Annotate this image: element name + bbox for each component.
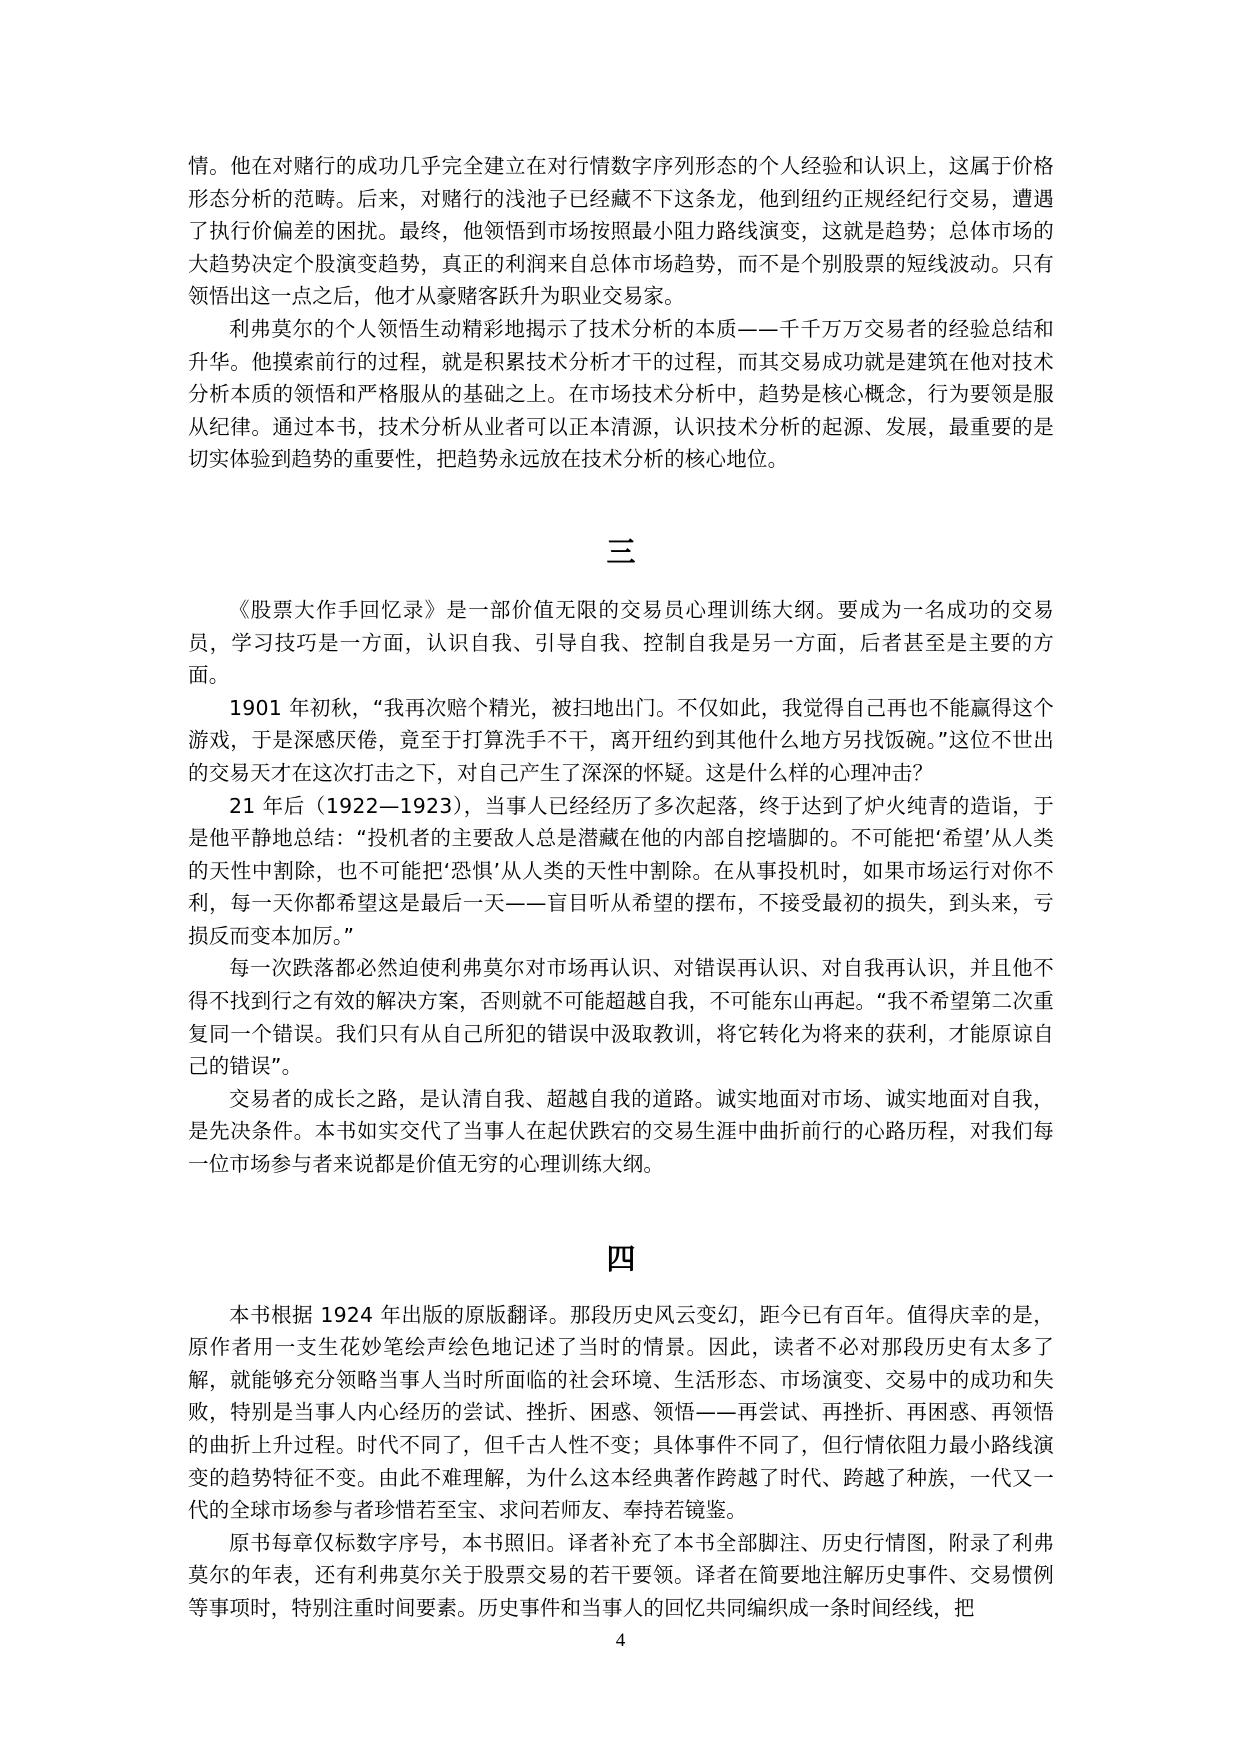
paragraph: 利弗莫尔的个人领悟生动精彩地揭示了技术分析的本质——千千万万交易者的经验总结和升华。他摸索前行的过程，就是积累技术分析才干的过程，而其交易成功就是建筑在他对技术分析本质的领悟和严格服从的基础之上。在市场技术分析中，趋势是核心概念，行为要领是服从纪律。通过本书，技术分析从业者可以正本清源，认识技术分析的起源、发展，最重要的是切实体验到趋势的重要性，把趋势永远放在技术分析的核心地位。 (188, 316, 1054, 472)
paragraph: 原书每章仅标数字序号，本书照旧。译者补充了本书全部脚注、历史行情图，附录了利弗莫尔的年表，还有利弗莫尔关于股票交易的若干要领。译者在简要地注解历史事件、交易惯例等事项时，特别注重时间要素。历史事件和当事人的回忆共同编织成一条时间经线，把 (188, 1530, 1054, 1620)
paragraph-continued: 情。他在对赌行的成功几乎完全建立在对行情数字序列形态的个人经验和认识上，这属于价格形态分析的范畴。后来，对赌行的浅池子已经藏不下这条龙，他到纽约正规经纪行交易，遭遇了执行价偏差的困扰。最终，他领悟到市场按照最小阻力路线演变，这就是趋势；总体市场的大趋势决定个股演变趋势，真正的利润来自总体市场趋势，而不是个别股票的短线波动。只有领悟出这一点之后，他才从豪赌客跃升为职业交易家。 (188, 154, 1054, 309)
paragraph: 每一次跌落都必然迫使利弗莫尔对市场再认识、对错误再认识、对自我再认识，并且他不得不找到行之有效的解决方案，否则就不可能超越自我，不可能东山再起。“我不希望第二次重复同一个错误。我们只有从自己所犯的错误中汲取教训，将它转化为将来的获利，才能原谅自己的错误”。 (188, 956, 1054, 1079)
page-body (188, 150, 1054, 1625)
paragraph: 本书根据 1924 年出版的原版翻译。那段历史风云变幻，距今已有百年。值得庆幸的是，原作者用一支生花妙笔绘声绘色地记述了当时的情景。因此，读者不必对那段历史有太多了解，就能够充分领略当事人当时所面临的社会环境、生活形态、市场演变、交易中的成功和失败，特别是当事人内心经历的尝试、挫折、困惑、领悟——再尝试、再挫折、再困惑、再领悟的曲折上升过程。时代不同了，但千古人性不变；具体事件不同了，但行情依阻力最小路线演变的趋势特征不变。由此不难理解，为什么这本经典著作跨越了时代、跨越了种族，一代又一代的全球市场参与者珍惜若至宝、求问若师友、奉持若镜鉴。 (188, 1302, 1054, 1523)
paragraph: 1901 年初秋，“我再次赔个精光，被扫地出门。不仅如此，我觉得自己再也不能赢得这个游戏，于是深感厌倦，竟至于打算洗手不干，离开纽约到其他什么地方另找饭碗。”这位不世出的交易天才在这次打击之下，对自己产生了深深的怀疑。这是什么样的心理冲击？ (188, 695, 1054, 785)
section-heading-4: 四 (606, 1241, 636, 1276)
section-heading-3: 三 (606, 534, 636, 569)
paragraph: 交易者的成长之路，是认清自我、超越自我的道路。诚实地面对市场、诚实地面对自我，是先决条件。本书如实交代了当事人在起伏跌宕的交易生涯中曲折前行的心路历程，对我们每一位市场参与者来说都是价值无穷的心理训练大纲。 (188, 1086, 1054, 1177)
page-number: 4 (615, 1630, 626, 1651)
paragraph: 21 年后（1922—1923），当事人已经经历了多次起落，终于达到了炉火纯青的造诣，于是他平静地总结：“投机者的主要敌人总是潜藏在他的内部自挖墙脚的。不可能把‘希望’从人类的天性中割除，也不可能把‘恐惧’从人类的天性中割除。在从事投机时，如果市场运行对你不利，每一天你都希望这是最后一天——盲目听从希望的摆布，不接受最初的损失，到头来，亏损反而变本加厉。” (188, 793, 1054, 948)
paragraph: 《股票大作手回忆录》是一部价值无限的交易员心理训练大纲。要成为一名成功的交易员，学习技巧是一方面，认识自我、引导自我、控制自我是另一方面，后者甚至是主要的方面。 (188, 597, 1054, 688)
